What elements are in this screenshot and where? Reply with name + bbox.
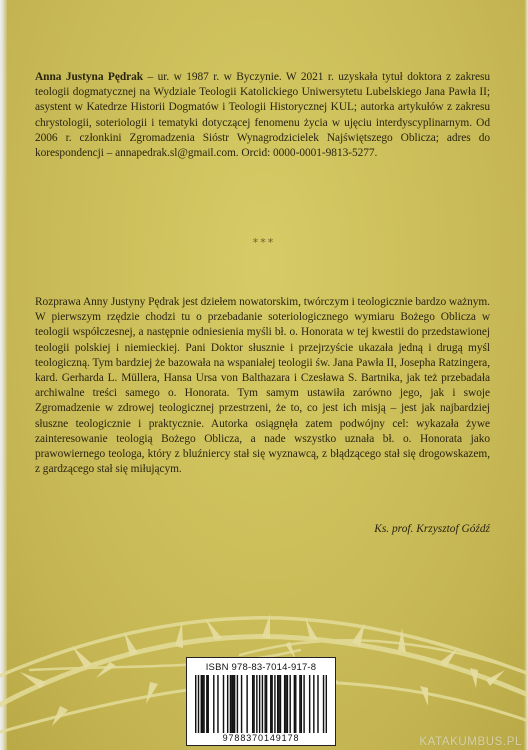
barcode-bar bbox=[259, 675, 260, 733]
barcode-bar bbox=[246, 675, 247, 733]
barcode-bar bbox=[241, 675, 242, 733]
barcode-bar bbox=[326, 675, 327, 733]
barcode-bar bbox=[323, 675, 324, 733]
barcode-icon bbox=[195, 675, 327, 733]
barcode-bar bbox=[198, 675, 199, 733]
isbn-barcode-label bbox=[186, 657, 336, 746]
barcode-bar bbox=[256, 675, 257, 733]
barcode-bar bbox=[231, 675, 232, 733]
barcode-bar bbox=[309, 675, 310, 733]
author-name: Anna Justyna Pędrak bbox=[35, 71, 144, 83]
review-signature: Ks. prof. Krzysztof Góźdź bbox=[374, 523, 490, 535]
barcode-bar bbox=[287, 675, 288, 733]
barcode-bar bbox=[264, 675, 265, 733]
barcode-bar bbox=[313, 675, 314, 733]
barcode-bar bbox=[303, 675, 304, 733]
barcode-bar bbox=[230, 675, 231, 733]
barcode-bar bbox=[301, 675, 302, 733]
barcode-bar bbox=[223, 675, 224, 733]
section-separator: *** bbox=[252, 236, 276, 249]
barcode-digits: 9788370149178 bbox=[222, 733, 300, 743]
barcode-bar bbox=[295, 675, 296, 733]
barcode-bar bbox=[206, 675, 207, 733]
barcode-bar bbox=[227, 675, 228, 733]
barcode-bar bbox=[202, 675, 203, 733]
barcode-bar bbox=[278, 675, 279, 733]
barcode-bar bbox=[317, 675, 318, 733]
barcode-bar bbox=[284, 675, 285, 733]
barcode-bar bbox=[285, 675, 286, 733]
author-bio-text: – ur. w 1987 r. w Byczynie. W 2021 r. uzyskała tytuł doktora z zakresu teologii dogmatycznej na Wydziale Teologii Katolickiego Uniwersytetu Lubelskiego Jana Pawła II; asystent w Katedrze Historii Dogmatów i Teologii Historycznej KUL; autorka artykułów z zakresu chrystologii, soteriologii i tematyki dotyczącej fenomenu życia w ujęciu interdyscyplinarnym. Od 2006 r. członkini Zgromadzenia Sióstr Wynagrodzicielek Najświętszego Oblicza; adres do korespondencji – annapedrak.sl@gmail.com. Orcid: 0000-0001-9813-5277. bbox=[35, 71, 490, 160]
barcode-bar bbox=[280, 675, 281, 733]
barcode-bar bbox=[201, 675, 202, 733]
barcode-bar bbox=[262, 675, 263, 733]
barcode-bar bbox=[213, 675, 214, 733]
barcode-bar bbox=[234, 675, 235, 733]
barcode-bar bbox=[233, 675, 234, 733]
barcode-bar bbox=[266, 675, 267, 733]
barcode-bar bbox=[252, 675, 253, 733]
barcode-bar bbox=[237, 675, 238, 733]
isbn-number: ISBN 978-83-7014-917-8 bbox=[205, 662, 317, 673]
barcode-bar bbox=[274, 675, 275, 733]
barcode-bar bbox=[203, 675, 204, 733]
barcode-bar bbox=[217, 675, 218, 733]
barcode-bar bbox=[294, 675, 295, 733]
review-text: Rozprawa Anny Justyny Pędrak jest dziełem nowatorskim, twórczym i teologicznie bardzo ważnym. W pierwszym rzędzie chodzi tu o przebadanie soteriologicznego wymiaru Bożego Oblicza w teologii współczesnej, a następnie odniesienia myśli bł. o. Honorata w tej kwestii do przedstawionej teologii polskiej i niemieckiej. Pani Doktor słusznie i przejrzyście ukazała jedną i drugą myśl teologiczną. Tym bardziej że bazowała na wspaniałej teologii św. Jana Pawła II, Josepha Ratzingera, kard. Gerharda L. Müllera, Hansa Ursa von Balthazara i Czesława S. Bartnika, jak też przebadała archiwalne treści samego o. Honorata. Tym samym ustawiła zarówno jego, jak i swoje Zgromadzenie w zdrowej teologicznej przestrzeni, że to, co jest ich misją – jest jak najbardziej słuszne teologicznie i praktycznie. Autorka osiągnęła zatem podwójny cel: wykazała żywe zainteresowanie teologią Bożego Oblicza, a nade wszystko uznała bł. o. Honorata jako prawowiernego teologa, który z bluźniercy stał się wyznawcą, z błądzącego stał się drogowskazem, z gardzącego stał się miłującym. bbox=[35, 296, 490, 476]
author-bio bbox=[35, 70, 490, 161]
barcode-bar bbox=[253, 675, 254, 733]
barcode-bar bbox=[277, 675, 278, 733]
watermark: KATAKUMBUS.PL bbox=[419, 736, 522, 748]
barcode-bar bbox=[299, 675, 300, 733]
barcode-bar bbox=[271, 675, 272, 733]
barcode-bar bbox=[270, 675, 271, 733]
barcode-bar bbox=[208, 675, 209, 733]
barcode-bar bbox=[289, 675, 290, 733]
barcode-bar bbox=[195, 675, 196, 733]
